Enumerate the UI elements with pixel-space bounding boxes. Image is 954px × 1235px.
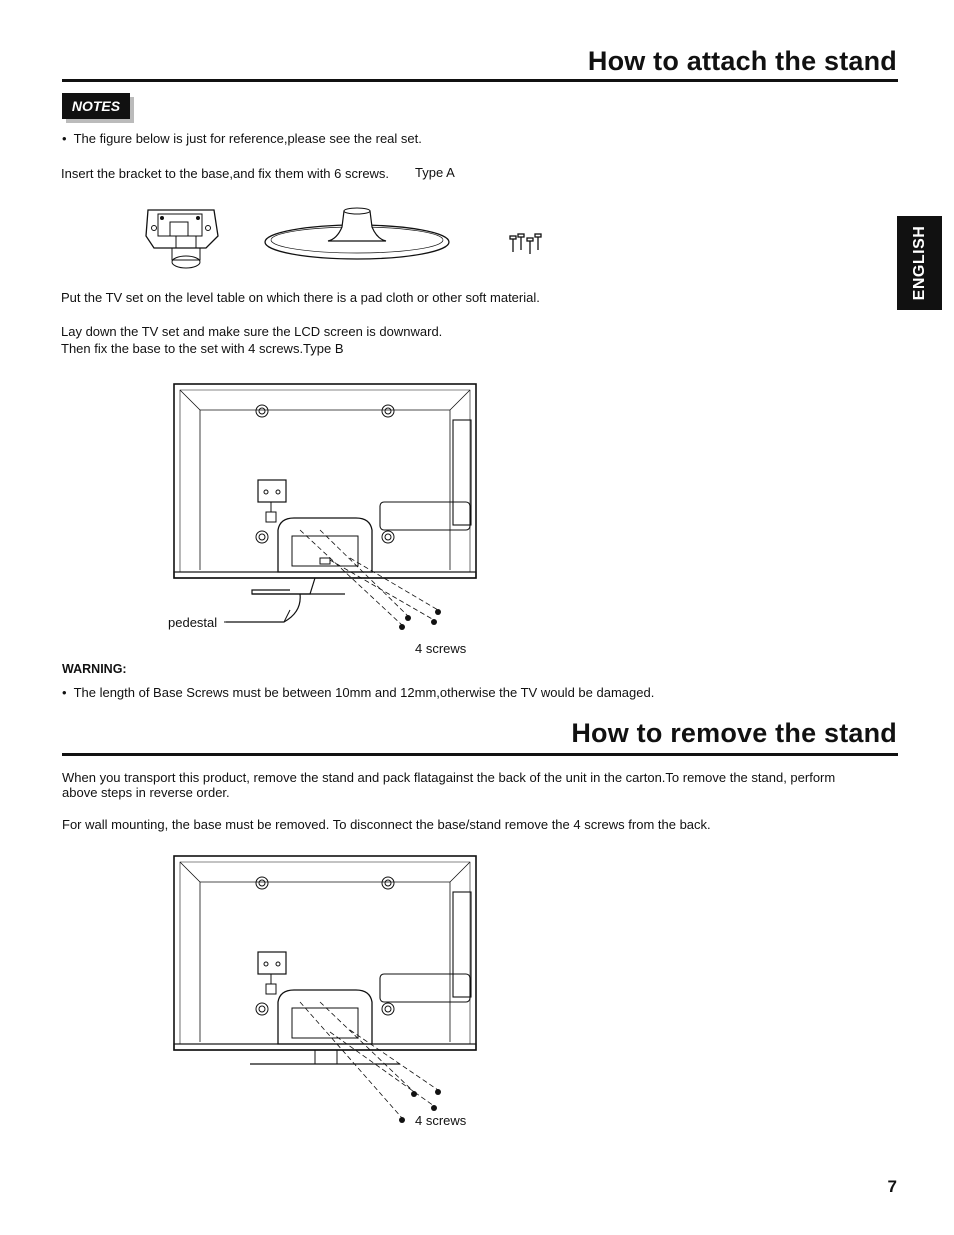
- screws-illustration: [508, 232, 548, 256]
- note-text: The figure below is just for reference,please see the real set.: [73, 131, 422, 146]
- base-illustration: [262, 205, 452, 265]
- remove-text-line-1: When you transport this product, remove the stand and pack flatagainst the back of the unit in the carton.To remove the stand, perform: [62, 770, 836, 785]
- page-number: 7: [887, 1177, 897, 1196]
- notes-badge: NOTES: [62, 93, 130, 119]
- warning-text: The length of Base Screws must be between 10mm and 12mm,otherwise the TV would be damaged.: [73, 685, 655, 700]
- screws-label-1: 4 screws: [415, 641, 467, 656]
- step-3-line-1: Lay down the TV set and make sure the LCD screen is downward.: [61, 324, 443, 339]
- section-title-remove: How to remove the stand: [571, 718, 897, 748]
- warning-bullet: [62, 685, 654, 701]
- wall-mount-text: For wall mounting, the base must be removed. To disconnect the base/stand remove the 4 screws from the back.: [62, 817, 711, 832]
- type-a-label: Type A: [415, 165, 455, 180]
- pedestal-label: pedestal: [168, 615, 218, 630]
- step-3-line-2: Then fix the base to the set with 4 screws.Type B: [61, 341, 344, 356]
- step-1-text: Insert the bracket to the base,and fix them with 6 screws.: [61, 166, 390, 181]
- language-tab: [897, 216, 942, 310]
- language-tab-label: ENGLISH: [910, 225, 928, 301]
- note-bullet: [62, 131, 422, 147]
- warning-title: WARNING:: [62, 662, 127, 676]
- bullet-glyph: •: [62, 685, 67, 700]
- step-2-text: Put the TV set on the level table on which there is a pad cloth or other soft material.: [61, 290, 540, 305]
- tv-back-illustration-remove: [170, 852, 490, 1132]
- screws-label-2: 4 screws: [415, 1113, 467, 1128]
- bullet-glyph: •: [62, 131, 67, 146]
- remove-text-line-2: above steps in reverse order.: [62, 785, 230, 800]
- title-rule: [62, 753, 898, 756]
- section-title-attach: How to attach the stand: [587, 46, 897, 76]
- bracket-illustration: [140, 200, 230, 275]
- title-rule: [62, 79, 898, 82]
